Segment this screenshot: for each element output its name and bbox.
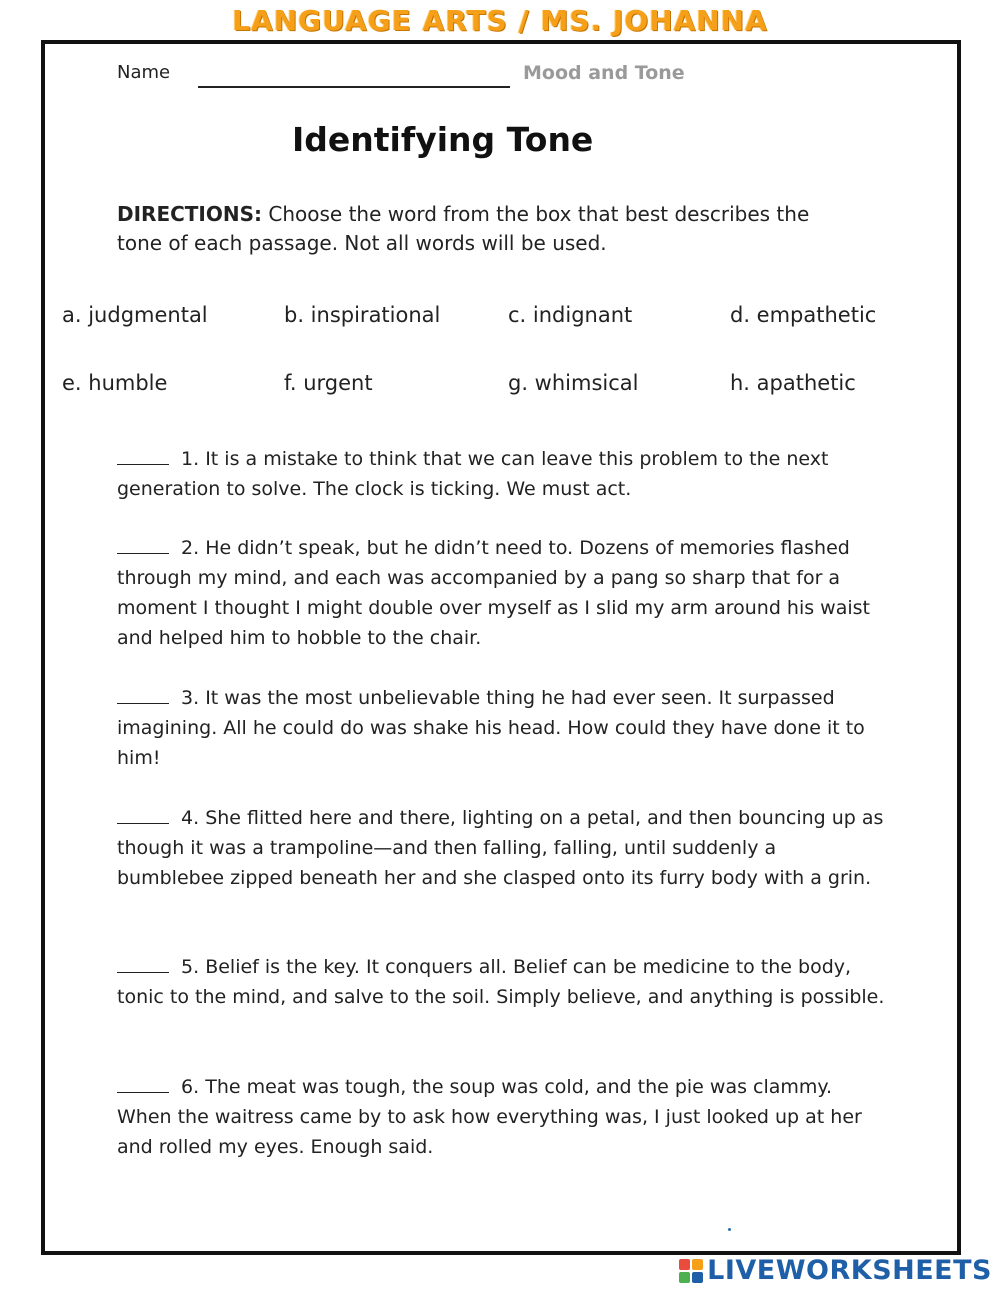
choice-d: d. empathetic	[730, 303, 877, 327]
liveworksheets-logo-text: LIVEWORKSHEETS	[707, 1255, 992, 1286]
liveworksheets-logo-icon	[679, 1259, 703, 1283]
answer-blank-5[interactable]	[117, 958, 169, 973]
choice-e: e. humble	[62, 371, 168, 395]
stray-dot	[728, 1228, 731, 1231]
question-6	[117, 1072, 887, 1162]
liveworksheets-logo[interactable]	[679, 1255, 992, 1286]
choice-a: a. judgmental	[62, 303, 208, 327]
question-4	[117, 803, 887, 893]
directions-label: DIRECTIONS:	[117, 202, 263, 226]
worksheet-banner: LANGUAGE ARTS / MS. JOHANNA	[232, 4, 768, 37]
choice-b: b. inspirational	[284, 303, 441, 327]
question-5	[117, 952, 887, 1012]
question-2-text: 2. He didn’t speak, but he didn’t need to. Dozens of memories flashed through my mind, and each was accompanied by a pang so sharp that for a moment I thought I might double over myself as I slid my arm around his waist and helped him to hobble to the chair.	[117, 537, 870, 649]
name-label: Name	[117, 62, 171, 83]
question-6-text: 6. The meat was tough, the soup was cold, and the pie was clammy. When the waitress came by to ask how everything was, I just looked up at her and rolled my eyes. Enough said.	[117, 1076, 862, 1158]
subject-label: Mood and Tone	[523, 62, 685, 84]
question-1-text: 1. It is a mistake to think that we can leave this problem to the next generation to solve. The clock is ticking. We must act.	[117, 448, 829, 500]
choice-f: f. urgent	[284, 371, 373, 395]
choice-h: h. apathetic	[730, 371, 856, 395]
answer-blank-4[interactable]	[117, 809, 169, 824]
directions-text: Choose the word from the box that best describes the tone of each passage. Not all words will be used.	[117, 202, 810, 255]
answer-blank-6[interactable]	[117, 1078, 169, 1093]
answer-blank-2[interactable]	[117, 539, 169, 554]
choice-c: c. indignant	[508, 303, 633, 327]
page-title: Identifying Tone	[292, 120, 594, 159]
question-4-text: 4. She flitted here and there, lighting on a petal, and then bouncing up as though it was a trampoline—and then falling, falling, until suddenly a bumblebee zipped beneath her and she clasped onto its furry body with a grin.	[117, 807, 884, 889]
question-5-text: 5. Belief is the key. It conquers all. Belief can be medicine to the body, tonic to the mind, and salve to the soil. Simply believe, and anything is possible.	[117, 956, 885, 1008]
answer-blank-1[interactable]	[117, 450, 169, 465]
question-2	[117, 533, 887, 653]
choice-g: g. whimsical	[508, 371, 639, 395]
question-3	[117, 683, 887, 773]
answer-blank-3[interactable]	[117, 689, 169, 704]
question-1	[117, 444, 887, 504]
directions	[117, 200, 857, 258]
question-3-text: 3. It was the most unbelievable thing he had ever seen. It surpassed imagining. All he could do was shake his head. How could they have done it to him!	[117, 687, 865, 769]
name-field-line[interactable]	[198, 86, 510, 88]
